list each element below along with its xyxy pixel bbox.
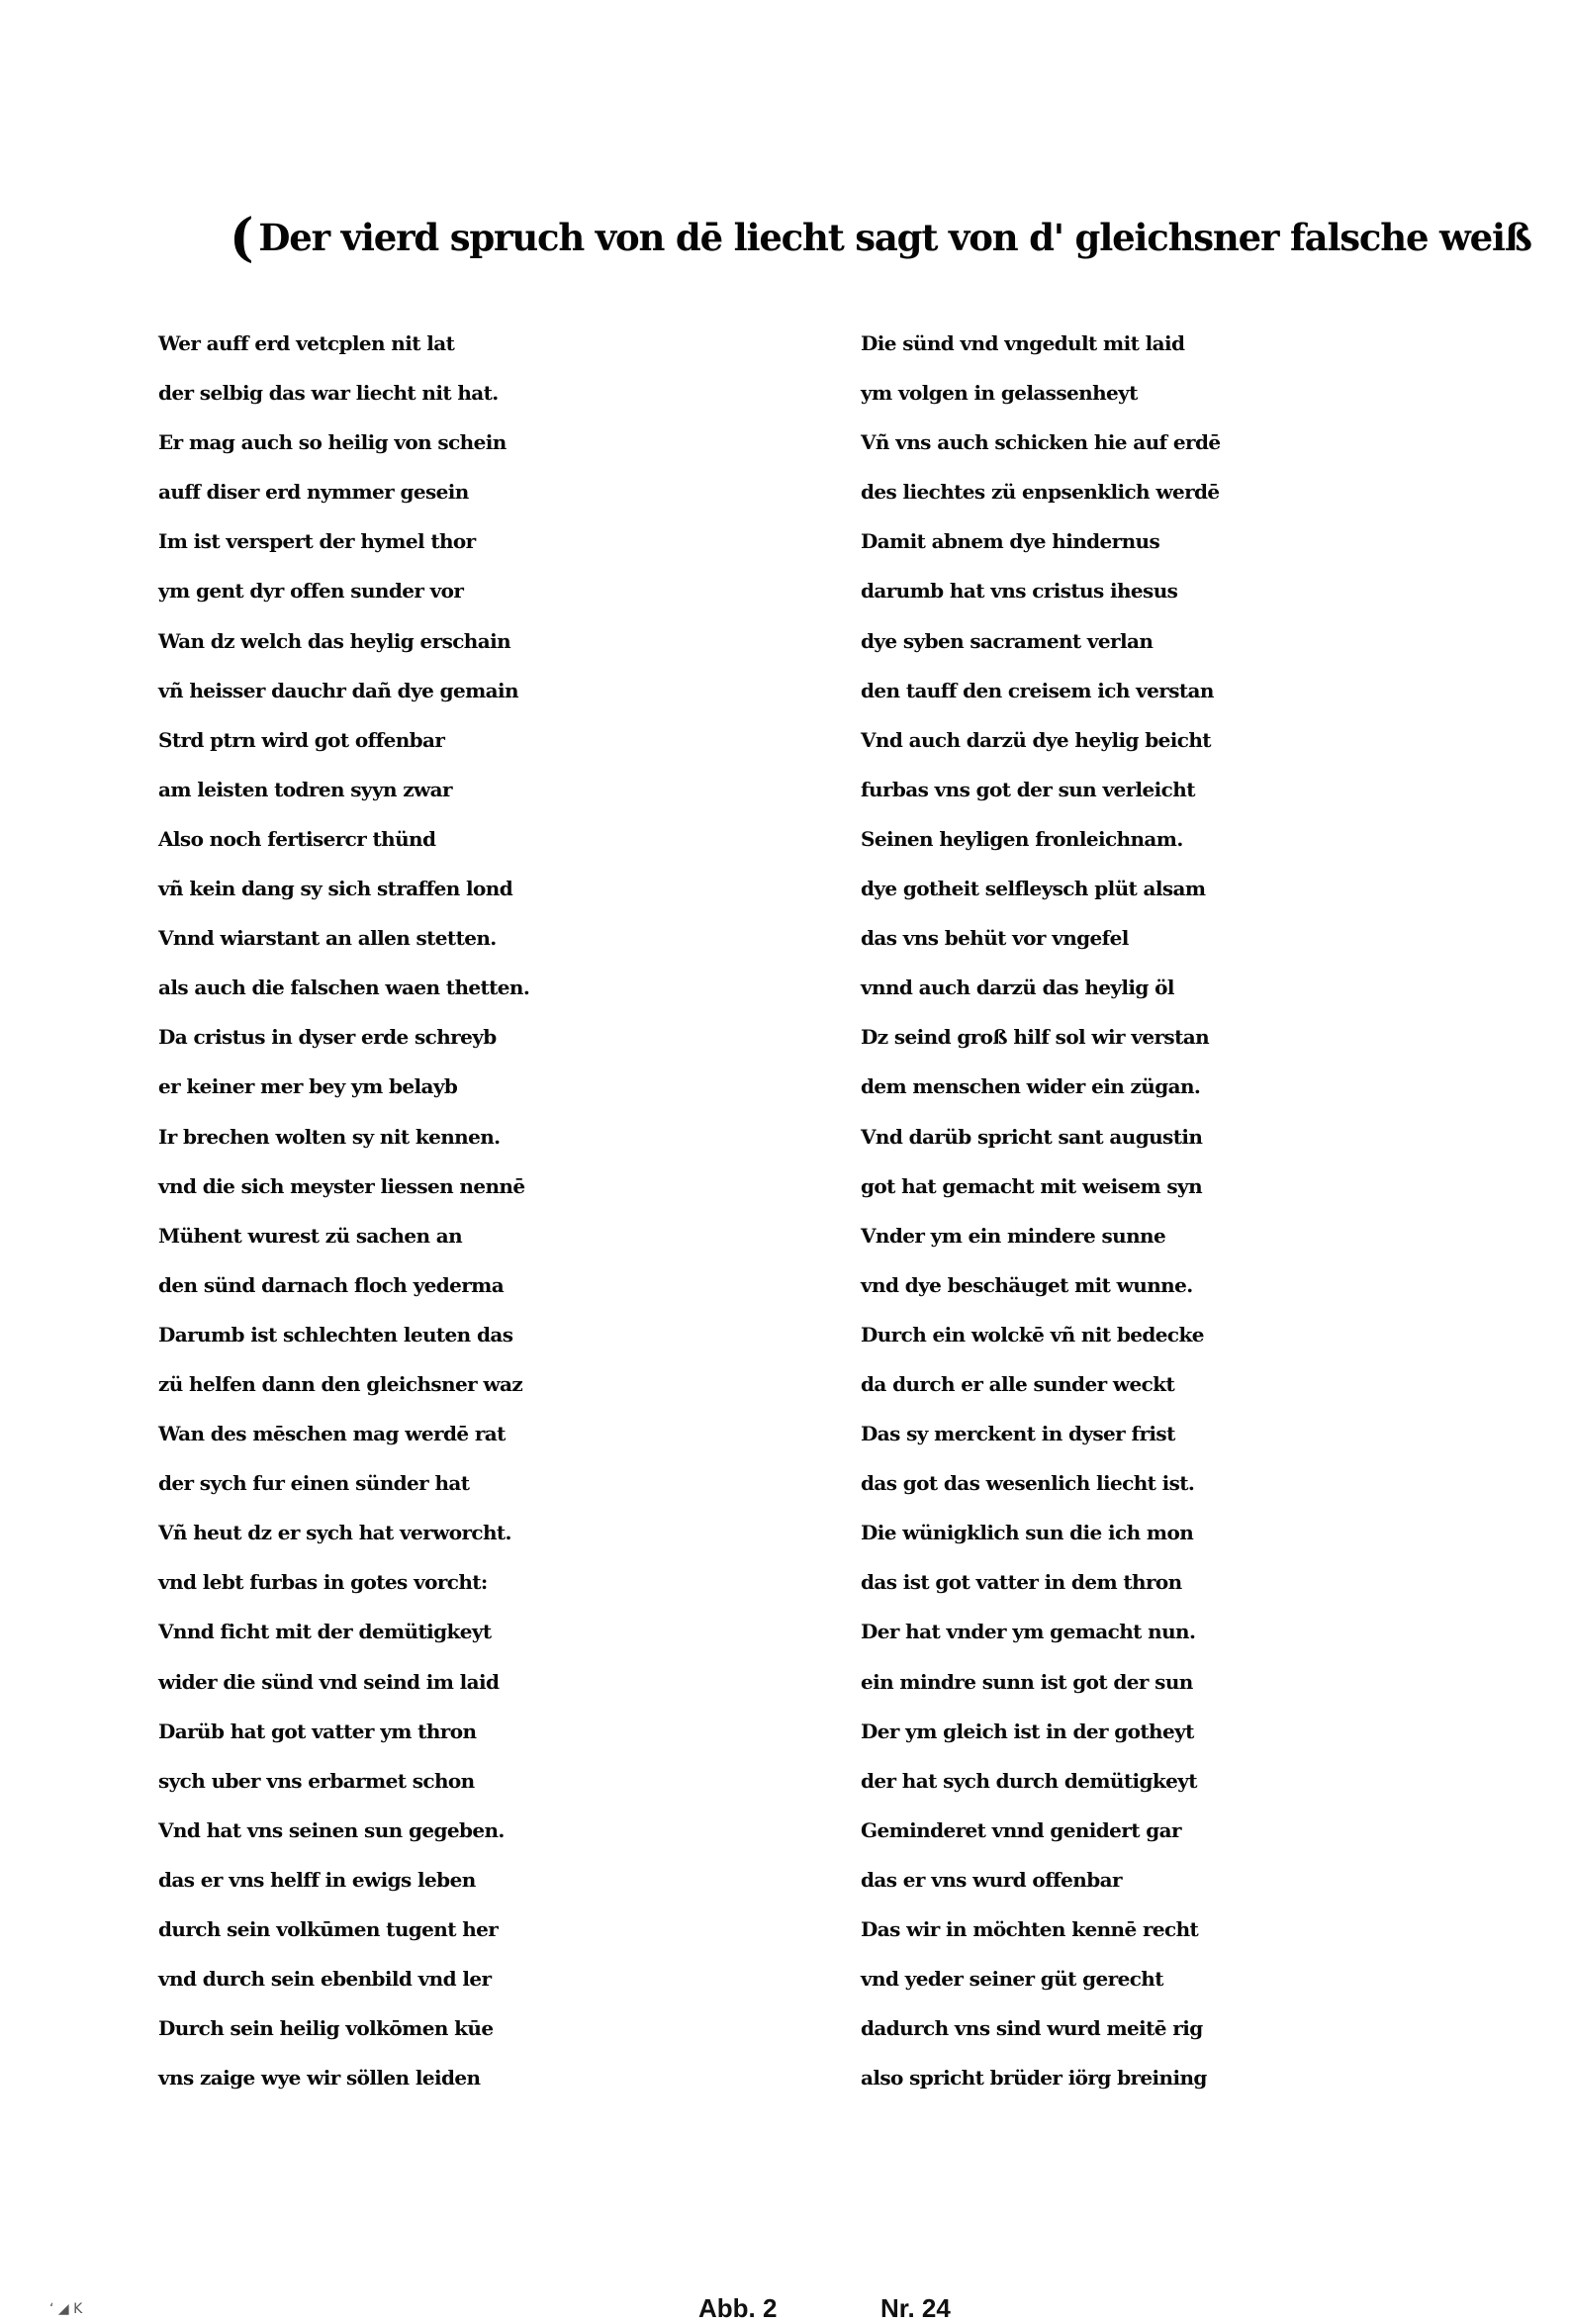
left-verse-line: Strd ptrn wird got offenbar xyxy=(158,727,445,752)
left-verse-line: der selbig das war liecht nit hat. xyxy=(158,381,499,406)
right-text-column xyxy=(861,319,1553,2102)
right-verse-line: Die wünigklich sun die ich mon xyxy=(861,1521,1194,1545)
right-verse-line: vnnd auch darzü das heylig öl xyxy=(861,976,1174,1000)
right-verse-line: das got das wesenlich liecht ist. xyxy=(861,1471,1195,1496)
right-verse-line: vnd dye beschäuget mit wunne. xyxy=(861,1272,1193,1297)
right-verse-line: Der hat vnder ym gemacht nun. xyxy=(861,1620,1196,1644)
left-verse-line: durch sein volkūmen tugent her xyxy=(158,1917,499,1941)
left-text-column xyxy=(158,319,851,2102)
left-verse-line: Darüb hat got vatter ym thron xyxy=(158,1719,477,1743)
left-verse-line: Vnnd ficht mit der demütigkeyt xyxy=(158,1620,492,1644)
right-verse-line: darumb hat vns cristus ihesus xyxy=(861,579,1178,604)
number-label: Nr. 24 xyxy=(880,2293,951,2323)
left-verse-line: wider die sünd vnd seind im laid xyxy=(158,1669,500,1694)
left-verse-line: Wan dz welch das heylig erschain xyxy=(158,628,511,653)
right-verse-line: Vnder ym ein mindere sunne xyxy=(861,1223,1166,1248)
left-verse-line: vnd lebt furbas in gotes vorcht: xyxy=(158,1570,488,1595)
left-verse-line: auff diser erd nymmer gesein xyxy=(158,480,469,505)
right-verse-line: den tauff den creisem ich verstan xyxy=(861,678,1214,702)
right-verse-line: Die sünd vnd vngedult mit laid xyxy=(861,331,1185,355)
right-verse-line: Geminderet vnnd genidert gar xyxy=(861,1817,1181,1842)
right-verse-line: Durch ein wolckē vñ nit bedecke xyxy=(861,1322,1204,1347)
left-verse-line: sych uber vns erbarmet schon xyxy=(158,1768,475,1793)
right-verse-line: Vñ vns auch schicken hie auf erdē xyxy=(861,430,1221,455)
left-verse-line: vns zaige wye wir söllen leiden xyxy=(158,2066,481,2091)
right-verse-line: Vnd auch darzü dye heylig beicht xyxy=(861,727,1211,752)
right-verse-line: Der ym gleich ist in der gotheyt xyxy=(861,1719,1194,1743)
paragraph-mark: ( xyxy=(230,207,253,268)
right-verse-line: also spricht brüder iörg breining xyxy=(861,2066,1207,2091)
left-verse-line: Im ist verspert der hymel thor xyxy=(158,529,476,554)
left-verse-line: vñ heisser dauchr dañ dye gemain xyxy=(158,678,518,702)
left-verse-line: Wer auff erd vetcplen nit lat xyxy=(158,331,455,355)
left-verse-line: Vñ heut dz er sych hat verworcht. xyxy=(158,1521,511,1545)
left-verse-line: Vnd hat vns seinen sun gegeben. xyxy=(158,1817,505,1842)
right-verse-line: Vnd darüb spricht sant augustin xyxy=(861,1124,1203,1149)
left-verse-line: ym gent dyr offen sunder vor xyxy=(158,579,464,604)
chapter-heading-text: Der vierd spruch von dē liecht sagt von d' gleichsner falsche weiß xyxy=(258,216,1531,259)
right-verse-line: dem menschen wider ein zügan. xyxy=(861,1074,1201,1099)
left-verse-line: den sünd darnach floch yederma xyxy=(158,1272,505,1297)
left-verse-line: als auch die falschen waen thetten. xyxy=(158,976,530,1000)
right-verse-line: das er vns wurd offenbar xyxy=(861,1867,1122,1892)
left-verse-line: Durch sein heilig volkōmen kūe xyxy=(158,2016,494,2041)
left-verse-line: Er mag auch so heilig von schein xyxy=(158,430,507,455)
left-verse-line: Darumb ist schlechten leuten das xyxy=(158,1322,513,1347)
right-verse-line: Seinen heyligen fronleichnam. xyxy=(861,826,1183,851)
right-verse-line: Damit abnem dye hindernus xyxy=(861,529,1160,554)
right-verse-line: dye gotheit selfleysch plüt alsam xyxy=(861,877,1206,901)
right-verse-line: furbas vns got der sun verleicht xyxy=(861,777,1195,801)
left-verse-line: vnd die sich meyster liessen nennē xyxy=(158,1173,525,1198)
left-verse-line: am leisten todren syyn zwar xyxy=(158,777,452,801)
left-verse-line: zü helfen dann den gleichsner waz xyxy=(158,1371,523,1396)
left-verse-line: der sych fur einen sünder hat xyxy=(158,1471,470,1496)
right-verse-line: Das sy merckent in dyser frist xyxy=(861,1422,1175,1446)
left-verse-line: vnd durch sein ebenbild vnd ler xyxy=(158,1967,492,1992)
right-verse-line: ym volgen in gelassenheyt xyxy=(861,381,1138,406)
right-verse-line: vnd yeder seiner güt gerecht xyxy=(861,1967,1163,1992)
left-verse-line: Also noch fertisercr thünd xyxy=(158,826,436,851)
left-verse-line: Ir brechen wolten sy nit kennen. xyxy=(158,1124,501,1149)
left-verse-line: vñ kein dang sy sich straffen lond xyxy=(158,877,513,901)
right-verse-line: got hat gemacht mit weisem syn xyxy=(861,1173,1203,1198)
left-verse-line: Da cristus in dyser erde schreyb xyxy=(158,1025,497,1050)
right-verse-line: da durch er alle sunder weckt xyxy=(861,1371,1175,1396)
right-verse-line: ein mindre sunn ist got der sun xyxy=(861,1669,1193,1694)
left-verse-line: das er vns helff in ewigs leben xyxy=(158,1867,476,1892)
right-verse-line: dye syben sacrament verlan xyxy=(861,628,1154,653)
right-verse-line: Dz seind groß hilf sol wir verstan xyxy=(861,1025,1210,1050)
right-verse-line: dadurch vns sind wurd meitē rig xyxy=(861,2016,1203,2041)
right-verse-line: der hat sych durch demütigkeyt xyxy=(861,1768,1197,1793)
left-verse-line: Wan des mēschen mag werdē rat xyxy=(158,1422,506,1446)
figure-label: Abb. 2 xyxy=(698,2293,778,2323)
chapter-heading xyxy=(230,193,1540,282)
right-verse-line: das ist got vatter in dem thron xyxy=(861,1570,1182,1595)
right-verse-line: des liechtes zü enpsenklich werdē xyxy=(861,480,1220,505)
right-verse-line: das vns behüt vor vngefel xyxy=(861,926,1129,951)
scan-corner-marks: ʻ ◢ K xyxy=(49,2301,83,2317)
left-verse-line: er keiner mer bey ym belayb xyxy=(158,1074,458,1099)
left-verse-line: Mühent wurest zü sachen an xyxy=(158,1223,463,1248)
left-verse-line: Vnnd wiarstant an allen stetten. xyxy=(158,926,497,951)
right-verse-line: Das wir in möchten kennē recht xyxy=(861,1917,1199,1941)
